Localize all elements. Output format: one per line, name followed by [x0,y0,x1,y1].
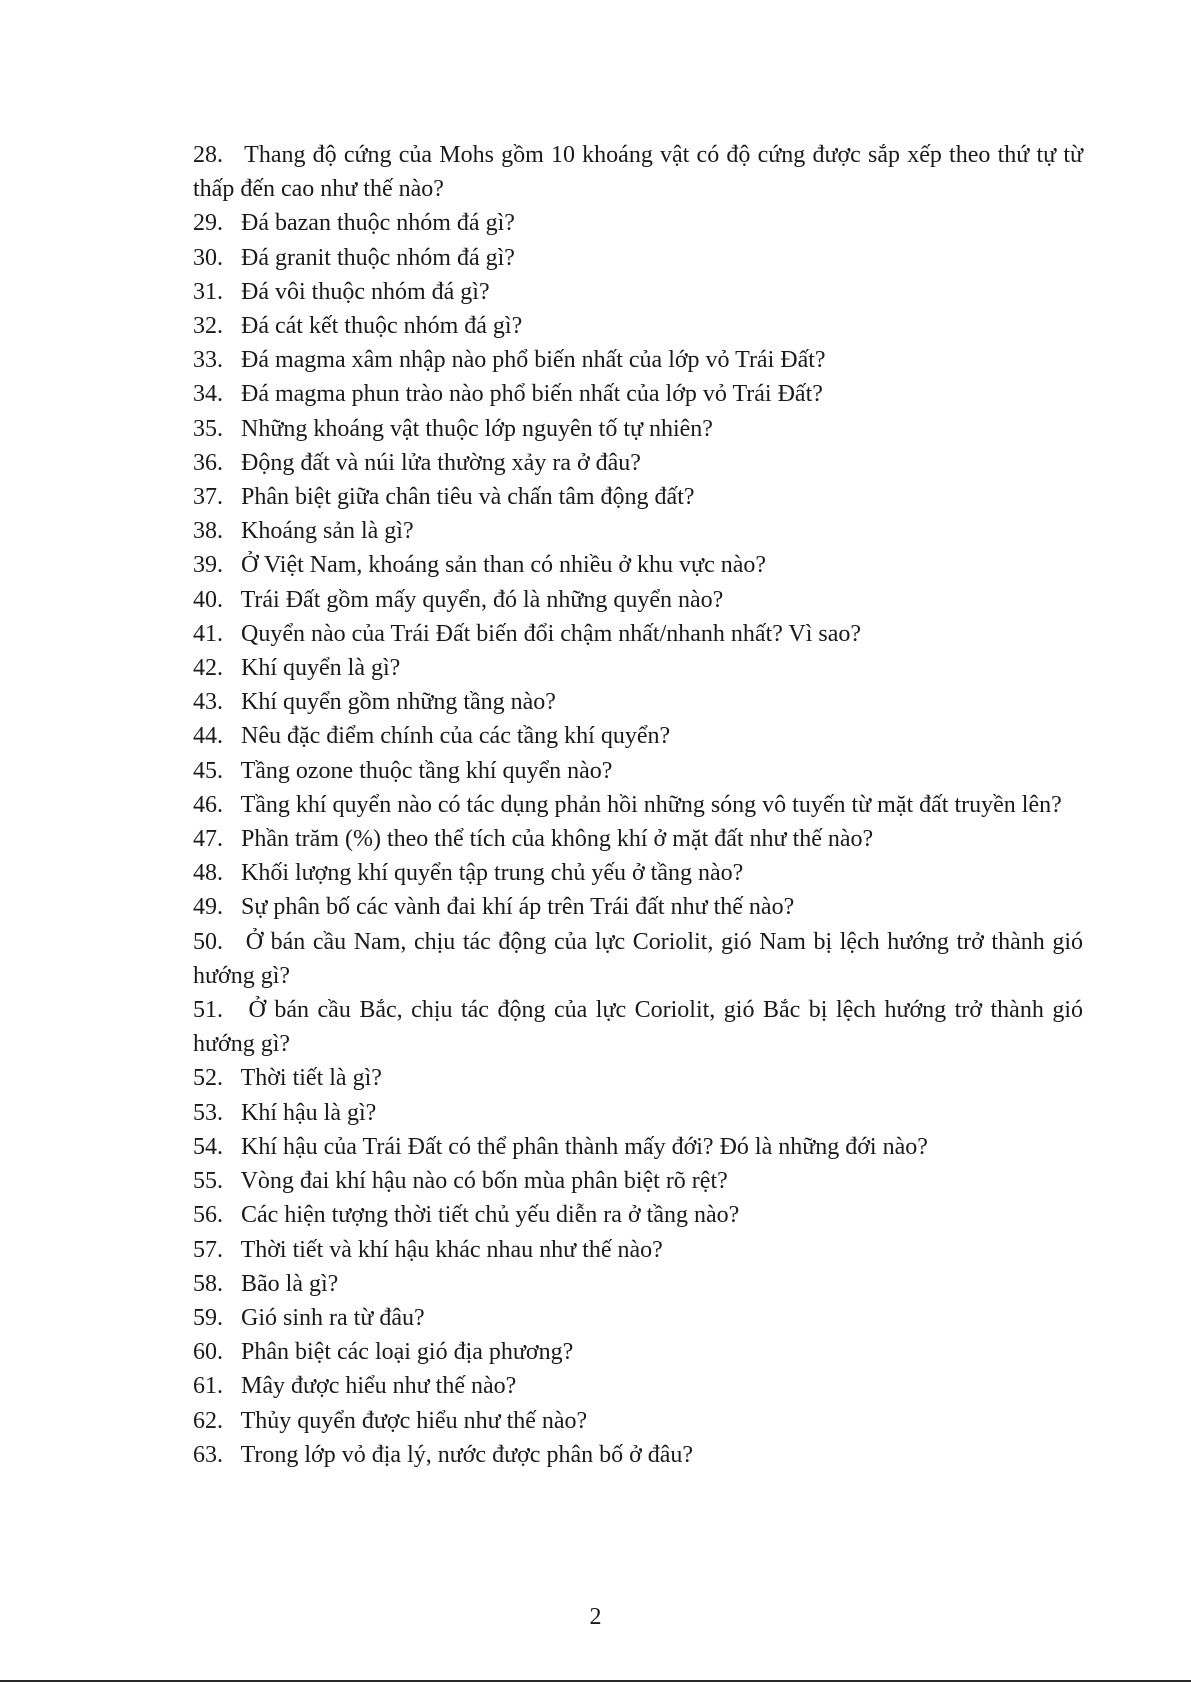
question-text: Phân biệt giữa chân tiêu và chấn tâm động đất? [241,484,695,511]
question-item [193,412,1083,446]
question-text: Ở Việt Nam, khoáng sản than có nhiều ở khu vực nào? [241,552,767,579]
question-text: Đá bazan thuộc nhóm đá gì? [241,210,515,237]
question-number: 31. [193,278,223,305]
question-item [193,514,1083,548]
question-text: Phân biệt các loại gió địa phương? [241,1339,574,1366]
question-number: 30. [193,244,223,271]
question-text: Ở bán cầu Nam, chịu tác động của lực Coriolit, gió Nam bị lệch hướng trở thành gió hướng gì? [193,928,1083,989]
question-item [193,1404,1083,1438]
question-text: Đá magma phun trào nào phổ biến nhất của lớp vỏ Trái Đất? [241,381,823,408]
question-number: 57. [193,1236,223,1263]
question-text: Bão là gì? [241,1270,339,1297]
question-item [193,548,1083,582]
question-text: Khối lượng khí quyển tập trung chủ yếu ở tầng nào? [241,860,744,887]
question-text: Nêu đặc điểm chính của các tầng khí quyển? [241,723,671,750]
question-item [193,309,1083,343]
question-text: Mây được hiểu như thế nào? [241,1373,517,1400]
question-item [193,377,1083,411]
question-text: Khí hậu là gì? [241,1099,377,1126]
question-number: 60. [193,1339,223,1366]
question-item [193,925,1083,993]
question-number: 52. [193,1065,223,1092]
question-item [193,1233,1083,1267]
question-number: 48. [193,860,223,887]
question-text: Đá magma xâm nhập nào phổ biến nhất của lớp vỏ Trái Đất? [241,347,826,374]
question-number: 63. [193,1441,223,1468]
question-number: 36. [193,449,223,476]
question-number: 49. [193,894,223,921]
question-text: Gió sinh ra từ đâu? [241,1304,425,1331]
question-number: 38. [193,518,223,545]
question-number: 46. [193,791,223,818]
question-text: Đá granit thuộc nhóm đá gì? [241,244,515,271]
question-text: Tầng ozone thuộc tầng khí quyển nào? [240,757,613,784]
question-item [193,993,1083,1061]
question-item [193,1130,1083,1164]
question-number: 58. [193,1270,223,1297]
question-text: Sự phân bố các vành đai khí áp trên Trái đất như thế nào? [241,894,795,921]
question-text: Những khoáng vật thuộc lớp nguyên tố tự nhiên? [241,415,713,442]
question-number: 32. [193,313,223,340]
question-item [193,206,1083,240]
question-number: 37. [193,484,223,511]
question-item [193,1164,1083,1198]
question-item [193,343,1083,377]
question-item [193,446,1083,480]
question-item [193,890,1083,924]
question-item [193,1369,1083,1403]
question-item [193,856,1083,890]
question-text: Thủy quyển được hiểu như thế nào? [240,1407,588,1434]
question-item [193,1301,1083,1335]
question-item [193,1438,1083,1472]
question-item [193,651,1083,685]
question-number: 40. [193,586,223,613]
question-number: 39. [193,552,223,579]
question-item [193,788,1083,822]
bottom-rule [0,1680,1191,1682]
question-text: Các hiện tượng thời tiết chủ yếu diễn ra ở tầng nào? [241,1202,740,1229]
question-text: Ở bán cầu Bắc, chịu tác động của lực Coriolit, gió Bắc bị lệch hướng trở thành gió hướng gì? [193,997,1084,1058]
question-number: 56. [193,1202,223,1229]
question-number: 35. [193,415,223,442]
question-text: Tầng khí quyển nào có tác dụng phản hồi những sóng vô tuyến từ mặt đất truyền lên? [240,791,1062,818]
question-text: Thời tiết và khí hậu khác nhau như thế nào? [240,1236,663,1263]
question-item [193,1198,1083,1232]
question-number: 34. [193,381,223,408]
question-text: Động đất và núi lửa thường xảy ra ở đâu? [241,449,641,476]
question-number: 28. [193,142,223,168]
question-number: 45. [193,757,223,784]
question-number: 54. [193,1133,223,1160]
question-number: 59. [193,1304,223,1331]
question-list [193,138,1083,1472]
question-text: Đá vôi thuộc nhóm đá gì? [241,278,490,305]
question-number: 55. [193,1168,223,1195]
question-text: Khí quyển là gì? [241,655,401,682]
question-item [193,241,1083,275]
question-text: Thang độ cứng của Mohs gồm 10 khoáng vật có độ cứng được sắp xếp theo thứ tự từ thấp đến cao như thế nào? [193,142,1083,203]
question-text: Vòng đai khí hậu nào có bốn mùa phân biệt rõ rệt? [240,1168,728,1195]
question-item [193,480,1083,514]
question-text: Phần trăm (%) theo thể tích của không khí ở mặt đất như thế nào? [241,826,874,853]
question-number: 62. [193,1407,223,1434]
question-number: 51. [193,997,223,1024]
question-number: 47. [193,826,223,853]
question-number: 33. [193,347,223,374]
page-number: 2 [589,1604,602,1630]
question-number: 50. [193,928,223,955]
question-item [193,1335,1083,1369]
question-item [193,617,1083,651]
question-item [193,754,1083,788]
question-text: Đá cát kết thuộc nhóm đá gì? [241,313,523,340]
question-text: Quyển nào của Trái Đất biến đổi chậm nhất/nhanh nhất? Vì sao? [241,620,862,647]
question-item [193,275,1083,309]
question-text: Thời tiết là gì? [240,1065,382,1092]
question-text: Khí hậu của Trái Đất có thể phân thành mấy đới? Đó là những đới nào? [241,1133,928,1160]
question-item [193,685,1083,719]
question-item [193,583,1083,617]
question-number: 61. [193,1373,223,1400]
question-number: 53. [193,1099,223,1126]
question-item [193,1267,1083,1301]
question-item [193,822,1083,856]
question-item [193,719,1083,753]
question-number: 44. [193,723,223,750]
question-text: Trong lớp vỏ địa lý, nước được phân bố ở đâu? [240,1441,694,1468]
question-text: Khí quyển gồm những tầng nào? [241,689,556,716]
question-number: 41. [193,620,223,647]
question-item [193,1096,1083,1130]
question-item [193,1061,1083,1095]
question-number: 42. [193,655,223,682]
question-number: 43. [193,689,223,716]
question-number: 29. [193,210,223,237]
question-text: Trái Đất gồm mấy quyển, đó là những quyển nào? [240,586,724,613]
question-item [193,138,1083,206]
question-text: Khoáng sản là gì? [241,518,414,545]
